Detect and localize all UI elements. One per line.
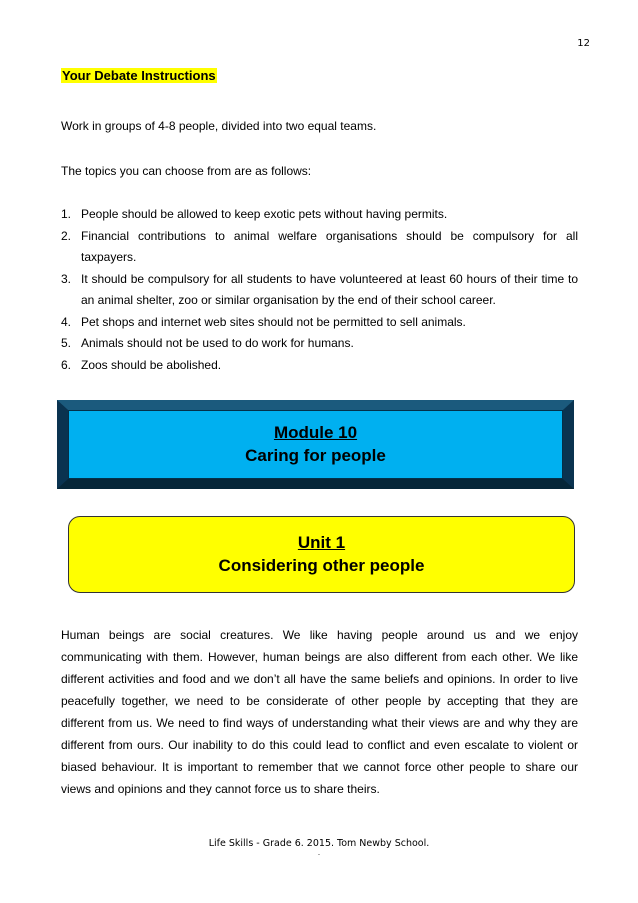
bevel-top: [57, 400, 574, 410]
module-panel: [68, 410, 563, 479]
module-subtitle: Caring for people: [245, 445, 386, 465]
intro-paragraph-2: The topics you can choose from are as follows:: [61, 164, 312, 178]
list-item-number: 2.: [61, 228, 72, 243]
unit-subtitle: Considering other people: [218, 555, 425, 575]
module-banner: [57, 400, 574, 489]
list-item-text: Pet shops and internet web sites should not be permitted to sell animals.: [81, 314, 466, 329]
list-item-text: Financial contributions to animal welfare organisations should be compulsory for all taxpayers.: [81, 228, 578, 264]
list-item-text: People should be allowed to keep exotic pets without having permits.: [81, 207, 448, 221]
page-number: 12: [577, 38, 590, 49]
unit-banner: [68, 516, 575, 593]
bevel-bottom: [57, 479, 574, 489]
unit-title: Unit 1: [297, 532, 346, 552]
debate-topics-list: [61, 204, 578, 376]
intro-paragraph-1: Work in groups of 4-8 people, divided into two equal teams.: [61, 119, 377, 133]
list-item-text: Animals should not be used to do work for humans.: [81, 336, 354, 350]
module-title: Module 10: [273, 422, 358, 442]
list-item: [61, 312, 578, 334]
list-item-number: 1.: [61, 207, 72, 221]
list-item-number: 3.: [61, 271, 72, 286]
section-heading: Your Debate Instructions: [62, 68, 216, 83]
bevel-right: [563, 400, 574, 489]
list-item: [61, 204, 578, 226]
footer-mark: .: [317, 848, 321, 857]
list-item: [61, 333, 578, 355]
page-footer: Life Skills - Grade 6. 2015. Tom Newby School.: [208, 838, 430, 849]
list-item: [61, 355, 578, 377]
list-item-text: Zoos should be abolished.: [81, 357, 222, 372]
list-item: [61, 226, 578, 269]
bevel-left: [57, 400, 68, 489]
body-paragraph: Human beings are social creatures. We like having people around us and we enjoy communicating with them. However, human beings are also different from each other. We like different activities and food and we don’t all have the same beliefs and opinions. In order to live peacefully together, we need to be considerate of other people by accepting that they are different from us. We need to find ways of understanding what their views are and why they are different from ours. Our inability to do this could lead to conflict and even escalate to violent or biased behaviour. It is important to remember that we cannot force other people to share our views and opinions and they cannot force us to share theirs.: [61, 628, 578, 796]
list-item-number: 5.: [61, 336, 72, 350]
list-item-number: 4.: [61, 314, 72, 329]
list-item: [61, 269, 578, 312]
list-item-text: It should be compulsory for all students to have volunteered at least 60 hours of their time to an animal shelter, zoo or similar organisation by the end of their school career.: [81, 271, 578, 307]
list-item-number: 6.: [61, 357, 72, 372]
